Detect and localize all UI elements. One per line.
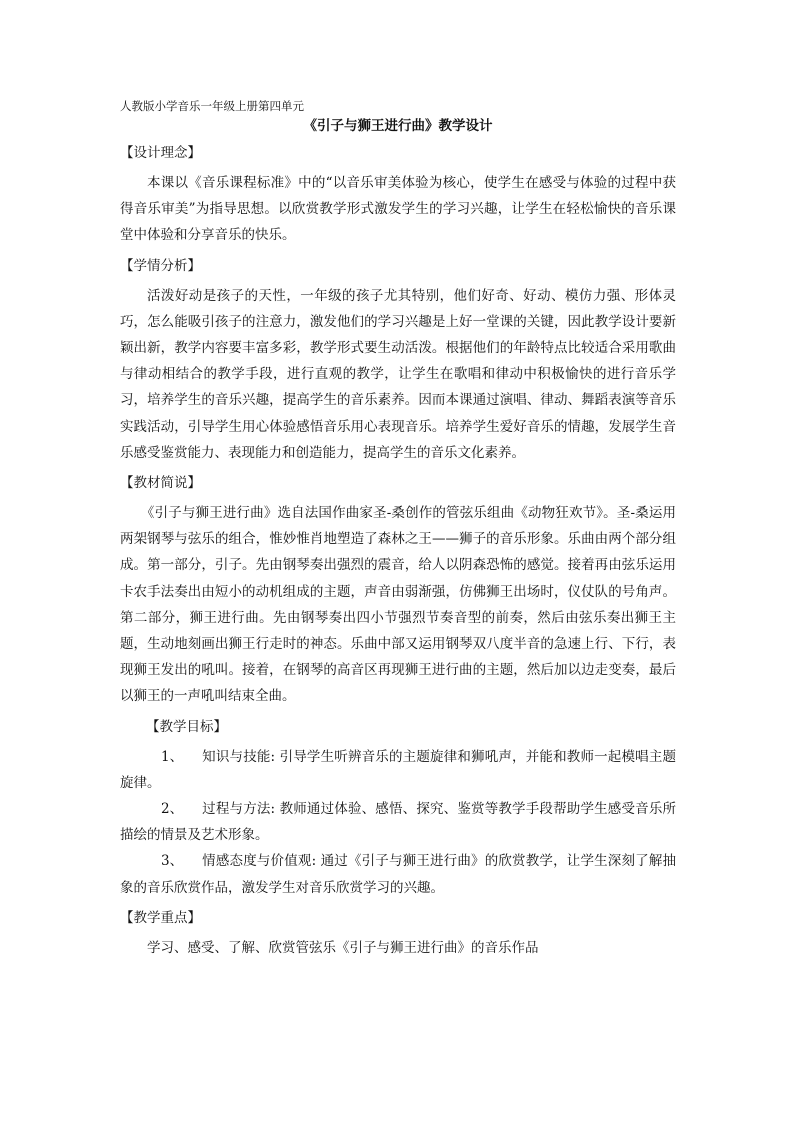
goal-text: 情感态度与价值观: 通过《引子与狮王进行曲》的欣赏教学，让学生深刻了解抽象的音乐欣赏作品，激发学生对音乐欣赏学习的兴趣。: [120, 853, 676, 896]
goal-number: 1、: [161, 748, 184, 765]
goal-number: 2、: [161, 801, 184, 818]
paragraph-student-analysis: 活泼好动是孩子的天性，一年级的孩子尤其特别，他们好奇、好动、模仿力强、形体灵巧，怎么能吸引孩子的注意力，激发他们的学习兴趣是上好一堂课的关键，因此教学设计要新颖出新，教学内容要丰富多彩，教学形式要生动活泼。根据他们的年龄特点比较适合采用歌曲与律动相结合的教学手段，进行直观的教学，让学生在歌唱和律动中积极愉快的进行音乐学习，培养学生的音乐兴趣，提高学生的音乐素养。因而本课通过演唱、律动、舞蹈表演等音乐实践活动，引导学生用心体验感悟音乐用心表现音乐。培养学生爱好音乐的情趣，发展学生音乐感受鉴赏能力、表现能力和创造能力，提高学生的音乐文化素养。: [120, 287, 676, 461]
heading-teaching-goals: 【教学目标】: [146, 718, 227, 735]
goal-item: [120, 796, 676, 848]
goal-text: 知识与技能: 引导学生听辨音乐的主题旋律和狮吼声，并能和教师一起模唱主题旋律。: [120, 748, 676, 791]
goal-item: [120, 848, 676, 900]
goal-text: 过程与方法: 教师通过体验、感悟、探究、鉴赏等教学手段帮助学生感受音乐所描绘的情景及艺术形象。: [120, 801, 676, 844]
document-title: 《引子与狮王进行曲》教学设计: [303, 118, 493, 134]
heading-design-concept: 【设计理念】: [120, 145, 201, 161]
goal-number: 3、: [161, 853, 184, 870]
heading-material-intro: 【教材简说】: [120, 475, 201, 492]
heading-student-analysis: 【学情分析】: [120, 257, 201, 274]
course-subject: 人教版小学音乐一年级上册第四单元: [120, 99, 304, 113]
document-page: [120, 98, 676, 961]
paragraph-material-intro: 《引子与狮王进行曲》选自法国作曲家圣-桑创作的管弦乐组曲《动物狂欢节》。圣-桑运用两架钢琴与弦乐的组合，惟妙惟肖地塑造了森林之王——狮子的音乐形象。乐曲由两个部分组成。第一部分，引子。先由钢琴奏出强烈的震音，给人以阴森恐怖的感觉。接着再由弦乐运用卡农手法奏出由短小的动机组成的主题，声音由弱渐强，仿佛狮王出场时，仪仗队的号角声。第二部分，狮王进行曲。先由钢琴奏出四小节强烈节奏音型的前奏，然后由弦乐奏出狮王主题，生动地刻画出狮王行走时的神态。乐曲中部又运用钢琴双八度半音的急速上行、下行，表现狮王发出的吼叫。接着，在钢琴的高音区再现狮王进行曲的主题，然后加以边走变奏，最后以狮王的一声吼叫结束全曲。: [120, 505, 676, 705]
paragraph-teaching-focus: 学习、感受、了解、欣赏管弦乐《引子与狮王进行曲》的音乐作品: [147, 939, 539, 956]
heading-teaching-focus: 【教学重点】: [120, 909, 201, 926]
goal-item: [120, 744, 676, 796]
paragraph-design-concept: 本课以《音乐课程标准》中的“以音乐审美体验为核心，使学生在感受与体验的过程中获得音乐审美”为指导思想。以欣赏教学形式激发学生的学习兴趣，让学生在轻松愉快的音乐课堂中体验和分享音乐的快乐。: [120, 175, 676, 244]
